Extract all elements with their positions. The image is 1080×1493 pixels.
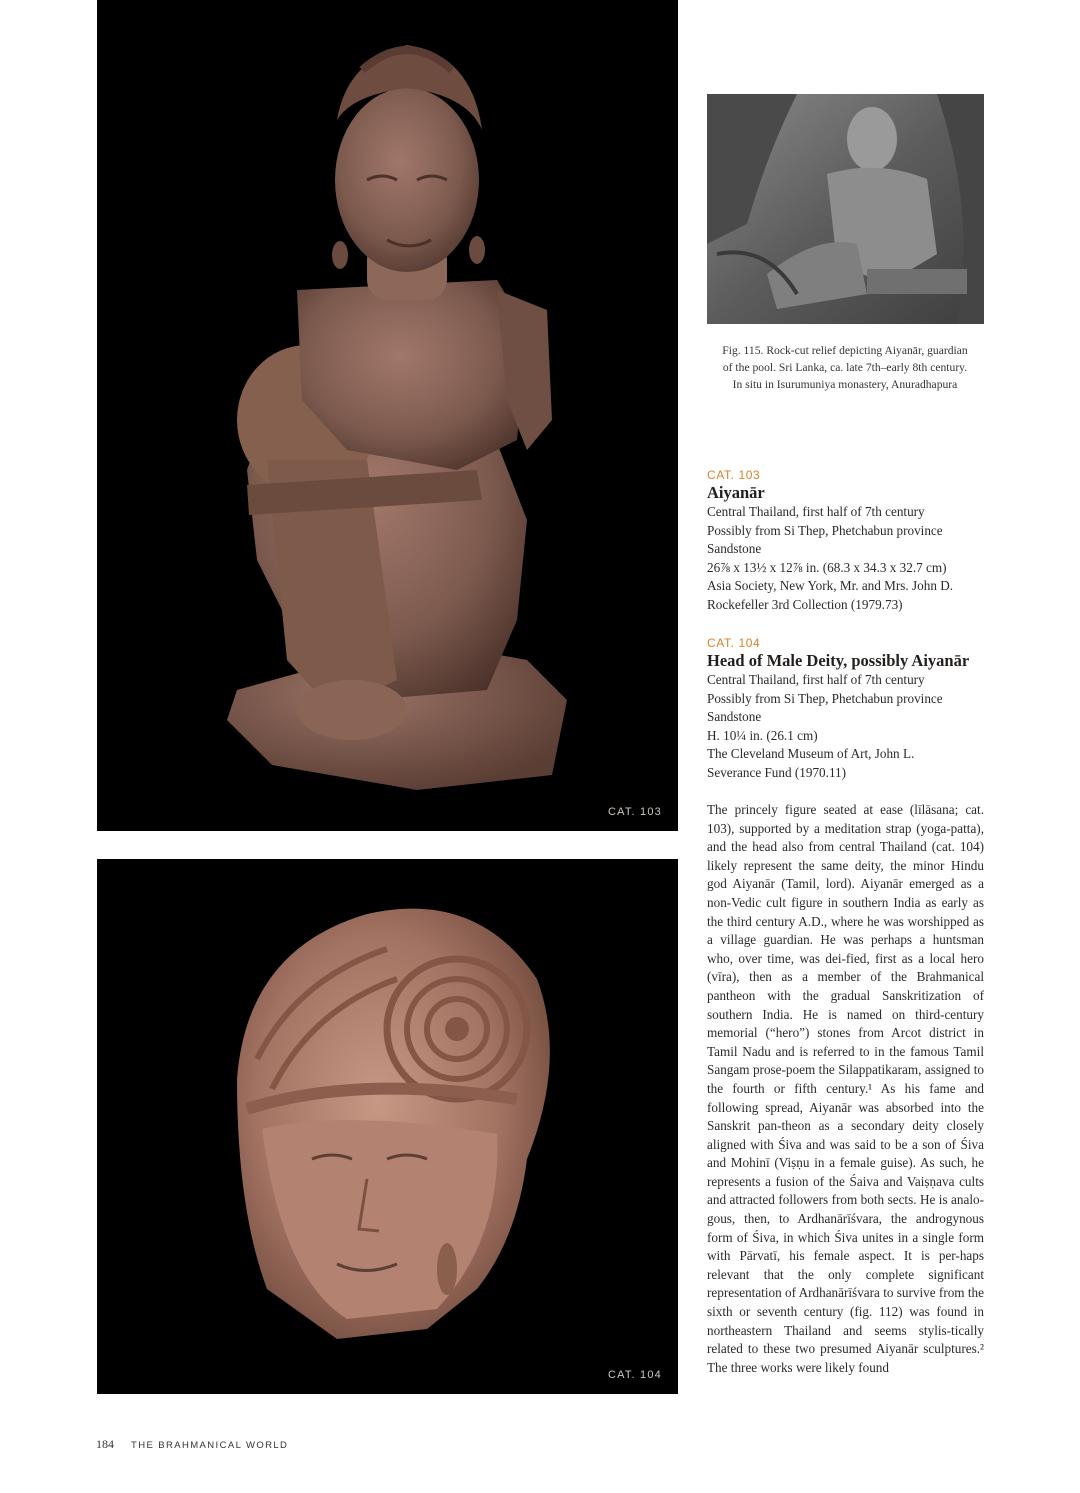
photo-cat-103 bbox=[97, 0, 678, 831]
catalogue-entry-103 bbox=[707, 467, 997, 615]
catalogue-entry-104 bbox=[707, 635, 997, 783]
entry-line: Asia Society, New York, Mr. and Mrs. John D. bbox=[707, 578, 954, 594]
entry-title: Head of Male Deity, possibly Aiyanār bbox=[707, 651, 970, 670]
cat-number: CAT. 104 bbox=[707, 636, 761, 650]
seated-aiyanar-sculpture-image bbox=[97, 0, 678, 831]
photo-cat-label: CAT. 104 bbox=[607, 1369, 662, 1381]
entry-line: Central Thailand, first half of 7th century bbox=[707, 672, 925, 687]
photo-cat-104 bbox=[97, 859, 678, 1394]
entry-line: The Cleveland Museum of Art, John L. bbox=[707, 746, 915, 762]
entry-line: Sandstone bbox=[707, 541, 762, 557]
caption-line: In situ in Isurumuniya monastery, Anuradhapura bbox=[732, 378, 958, 391]
body-text bbox=[707, 801, 984, 1377]
running-head: THE BRAHMANICAL WORLD bbox=[131, 1440, 289, 1451]
entry-line: Possibly from Si Thep, Phetchabun province bbox=[707, 690, 943, 706]
body-paragraph: The princely figure seated at ease (līlāsana; cat. 103), supported by a meditation strap (yoga-patta), and the head also from central Thailand (cat. 104) likely represent the same deity, the minor Hindu god Aiyanār (Tamil, lord). Aiyanār emerged as a non-Vedic cult figure in southern India as early as the third century A.D., where he was worshipped as a village guardian. He was perhaps a huntsman who, over time, was dei-fied, first as a local hero (vīra), then as a member of the Brahmanical pantheon with the gradual Sanskritization of southern India. He is named on third-century memorial (“hero”) stones from Arcot district in Tamil Nadu and is referred to in the famous Tamil Sangam prose-poem the Silappatikaram, assigned to the fourth or fifth century.¹ As his fame and following spread, Aiyanār was absorbed into the Sanskrit pan-theon as a secondary deity closely aligned with Śiva and was said to be a son of Śiva and Mohinī (Viṣṇu in a female guise). As such, he represents a fusion of the Śaiva and Vaiṣṇava cults and attracted followers from both sects. He is analo-gous, then, to Ardhanārīśvara, the androgynous form of Śiva, in which Śiva unites in a single form with Pārvatī, his female aspect. It is per-haps relevant that the only complete significant representation of Ardhanārīśvara to survive from the sixth or seventh century (fig. 112) was found in northeastern Thailand and seems stylis-tically related to these two presumed Aiyanār sculptures.² The three works were likely found bbox=[707, 802, 984, 1375]
entry-line: Rockefeller 3rd Collection (1979.73) bbox=[707, 596, 903, 612]
figure-caption bbox=[700, 342, 990, 393]
page-footer bbox=[96, 1437, 288, 1452]
male-deity-head-image bbox=[97, 859, 678, 1394]
caption-line: of the pool. Sri Lanka, ca. late 7th–early 8th century. bbox=[722, 361, 968, 374]
cat-number: CAT. 103 bbox=[707, 468, 761, 482]
entry-line: 26⅞ x 13½ x 12⅞ in. (68.3 x 34.3 x 32.7 cm) bbox=[707, 559, 947, 575]
page-number: 184 bbox=[96, 1437, 114, 1451]
rock-relief-photo bbox=[707, 94, 984, 324]
caption-line: Fig. 115. Rock-cut relief depicting Aiyanār, guardian bbox=[722, 344, 968, 357]
entry-line: H. 10¼ in. (26.1 cm) bbox=[707, 727, 818, 743]
entry-line: Severance Fund (1970.11) bbox=[707, 764, 847, 780]
entry-line: Possibly from Si Thep, Phetchabun province bbox=[707, 522, 943, 538]
entry-line: Sandstone bbox=[707, 709, 762, 725]
entry-line: Central Thailand, first half of 7th century bbox=[707, 504, 925, 519]
photo-cat-label: CAT. 103 bbox=[607, 806, 662, 818]
fig-115-relief-image bbox=[707, 94, 984, 324]
entry-title: Aiyanār bbox=[707, 483, 765, 502]
